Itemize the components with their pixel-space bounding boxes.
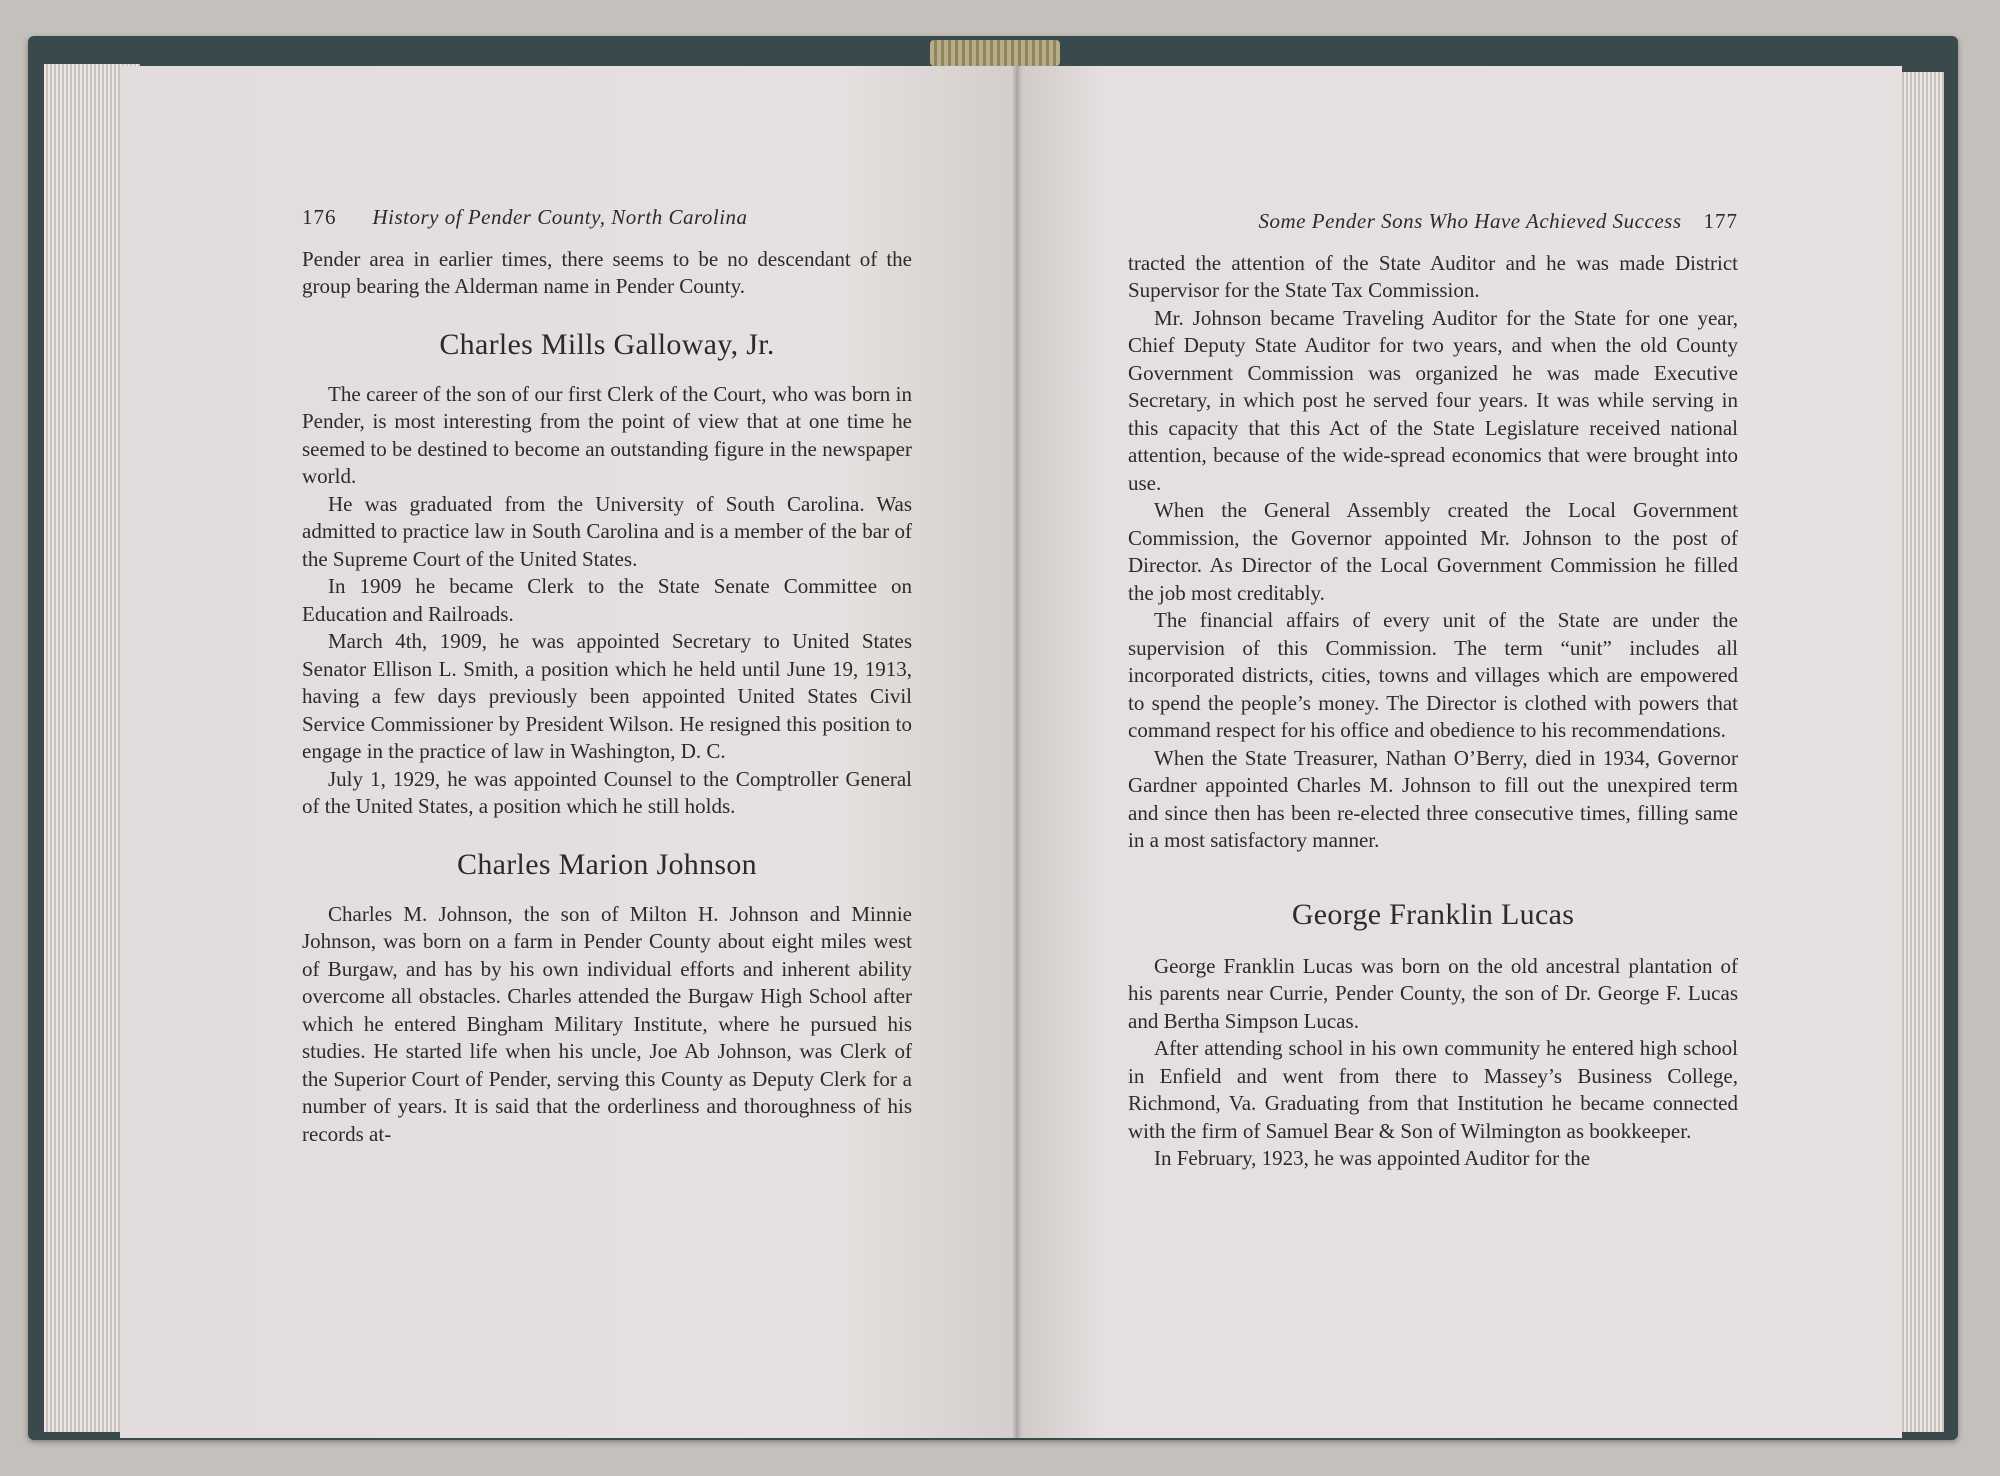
paragraph: In February, 1923, he was appointed Auditor for the (1154, 1146, 1591, 1170)
paragraph: When the State Treasurer, Nathan O’Berry, died in 1934, Governor Gardner appointed Charles M. Johnson to fill out the unexpired term and since then has been re-elected three consecutive times, filling same in a most satisfactory manner. (1128, 745, 1738, 852)
paragraph: Charles M. Johnson, the son of Milton H. Johnson and Minnie Johnson, was born on a farm in Pender County about eight miles west of Burgaw, and has by his own individual efforts and inherent ability overcome all obstacles. Charles attended the Burgaw High School after which he entered Bingham Military Institute, where he pursued his studies. He started life when his uncle, Joe Ab Johnson, was Clerk of the Superior Court of Pender, serving this County as Deputy Clerk for a number of years. It is said that the orderliness and thoroughness of his records at- (302, 901, 912, 1146)
left-running-title: History of Pender County, North Carolina (372, 205, 748, 229)
right-page (1016, 66, 1902, 1438)
book-gutter (1012, 66, 1022, 1438)
paragraph: When the General Assembly created the Local Government Commission, the Governor appointed Mr. Johnson to the post of Director. As Director of the Local Government Commission he filled the job most creditably. (1128, 498, 1738, 605)
paragraph: March 4th, 1909, he was appointed Secretary to United States Senator Ellison L. Smith, a position which he held until June 19, 1913, having a few days previously been appointed United States Civil Service Commissioner by President Wilson. He resigned this position to engage in the practice of law in Washington, D. C. (302, 629, 912, 763)
right-page-edges (1900, 72, 1944, 1432)
paragraph: In 1909 he became Clerk to the State Senate Committee on Education and Railroads. (302, 574, 912, 626)
left-running-head (302, 204, 912, 232)
paragraph: July 1, 1929, he was appointed Counsel to the Comptroller General of the United States, a position which he still holds. (302, 766, 912, 818)
right-running-title: Some Pender Sons Who Have Achieved Success (1258, 209, 1682, 233)
right-page-number: 177 (1703, 209, 1738, 233)
section-heading-johnson: Charles Marion Johnson (457, 847, 757, 881)
left-page (120, 66, 1016, 1438)
left-page-text (302, 204, 912, 1148)
right-running-head (1128, 208, 1738, 236)
paragraph: He was graduated from the University of South Carolina. Was admitted to practice law in South Carolina and is a member of the bar of the Supreme Court of the United States. (302, 491, 912, 571)
paragraph: The financial affairs of every unit of the State are under the supervision of this Commission. The term “unit” includes all incorporated districts, cities, towns and villages which are empowered to spend the people’s money. The Director is clothed with powers that command respect for his office and obedience to his recommendations. (1128, 608, 1738, 742)
left-page-number: 176 (302, 205, 337, 229)
paragraph: George Franklin Lucas was born on the old ancestral plantation of his parents near Currie, Pender County, the son of Dr. George F. Lucas and Bertha Simpson Lucas. (1128, 953, 1738, 1033)
book-spine-binding (930, 40, 1060, 66)
paragraph: tracted the attention of the State Auditor and he was made District Supervisor for the State Tax Commission. (1128, 250, 1738, 302)
paragraph: The career of the son of our first Clerk of the Court, who was born in Pender, is most interesting from the point of view that at one time he seemed to be destined to become an outstanding figure in the newspaper world. (302, 381, 912, 488)
right-page-text (1128, 208, 1738, 1173)
paragraph: After attending school in his own community he entered high school in Enfield and went from there to Massey’s Business College, Richmond, Va. Graduating from that Institution he became connected with the firm of Samuel Bear & Son of Wilmington as bookkeeper. (1128, 1036, 1738, 1143)
opening-paragraph: Pender area in earlier times, there seems to be no descendant of the group bearing the Alderman name in Pender County. (302, 246, 912, 298)
section-heading-lucas: George Franklin Lucas (1291, 897, 1575, 931)
paragraph: Mr. Johnson became Traveling Auditor for the State for one year, Chief Deputy State Auditor for two years, and when the old County Government Commission was organized he was made Executive Secretary, in which post he served four years. It was while serving in this capacity that this Act of the State Legislature received national attention, because of the wide-spread economics that were brought into use. (1128, 305, 1738, 495)
section-heading-galloway: Charles Mills Galloway, Jr. (439, 327, 775, 361)
